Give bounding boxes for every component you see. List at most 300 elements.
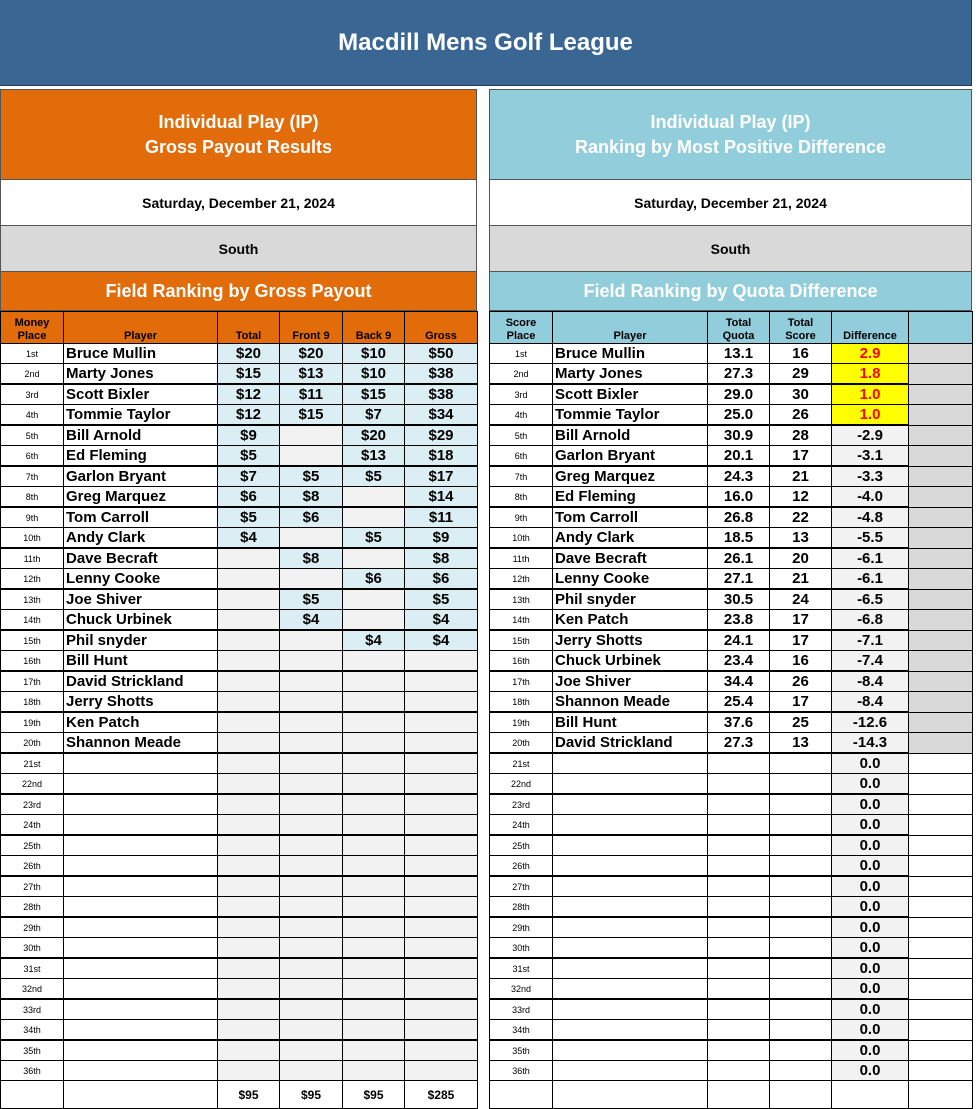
totals-blank-cell	[553, 1081, 708, 1109]
total-quota-cell	[708, 753, 770, 774]
total-quota-cell: 26.1	[708, 548, 770, 569]
total-quota-cell	[708, 794, 770, 815]
front9-payout-cell	[280, 1061, 343, 1081]
total-payout-cell	[218, 835, 280, 856]
total-payout-cell: $5	[218, 446, 280, 467]
table-row	[490, 917, 973, 938]
total-score-cell	[770, 999, 832, 1020]
total-payout-cell	[218, 733, 280, 754]
difference-cell: -6.1	[832, 548, 909, 569]
player-name-cell	[64, 1040, 218, 1061]
gross-payout-cell	[405, 1020, 478, 1041]
table-row	[490, 548, 973, 569]
gross-payout-cell	[405, 835, 478, 856]
difference-cell: 0.0	[832, 917, 909, 938]
totals-row	[1, 1081, 478, 1109]
blank-cell	[909, 876, 973, 897]
gross-heading-line2: Gross Payout Results	[144, 136, 333, 157]
back9-payout-cell: $10	[343, 364, 405, 385]
difference-cell: 0.0	[832, 835, 909, 856]
player-name-cell: Bruce Mullin	[64, 344, 218, 364]
player-name-cell: Dave Becraft	[553, 548, 708, 569]
gross-payout-cell: $38	[405, 364, 478, 385]
gross-header: Gross	[405, 312, 478, 344]
difference-cell: 0.0	[832, 1061, 909, 1081]
back9-payout-cell	[343, 999, 405, 1020]
total-payout-cell	[218, 630, 280, 651]
player-name-cell	[553, 753, 708, 774]
total-score-cell: 29	[770, 364, 832, 385]
player-name-cell: Greg Marquez	[553, 466, 708, 487]
money-place-cell: 33rd	[1, 999, 64, 1020]
table-row	[1, 446, 478, 467]
front9-payout-cell: $15	[280, 405, 343, 426]
total-payout-cell	[218, 671, 280, 692]
score-place-cell: 34th	[490, 1020, 553, 1041]
score-place-cell: 1st	[490, 344, 553, 364]
front9-payout-cell	[280, 958, 343, 979]
table-row	[490, 876, 973, 897]
score-place-cell: 10th	[490, 528, 553, 549]
back9-payout-cell	[343, 958, 405, 979]
total-score-cell	[770, 753, 832, 774]
difference-cell: 0.0	[832, 774, 909, 795]
money-place-cell: 24th	[1, 815, 64, 836]
table-row	[1, 384, 478, 405]
back9-payout-cell: $6	[343, 569, 405, 590]
score-place-cell: 27th	[490, 876, 553, 897]
total-score-cell: 17	[770, 692, 832, 713]
total-payout-cell: $12	[218, 384, 280, 405]
player-header: Player	[64, 312, 218, 344]
blank-cell	[909, 938, 973, 959]
total-quota-cell: 30.9	[708, 425, 770, 446]
money-place-header-line1: Money	[14, 317, 50, 329]
score-place-cell: 21st	[490, 753, 553, 774]
blank-cell	[909, 712, 973, 733]
back9-header: Back 9	[343, 312, 405, 344]
total-score-cell: 30	[770, 384, 832, 405]
table-row	[490, 589, 973, 610]
gross-payout-cell	[405, 671, 478, 692]
totals-total-cell: $95	[218, 1081, 280, 1109]
blank-cell	[909, 364, 973, 385]
player-name-cell: Chuck Urbinek	[553, 651, 708, 672]
player-name-cell: Shannon Meade	[64, 733, 218, 754]
blank-cell	[909, 384, 973, 405]
total-score-header-line2: Score	[785, 330, 816, 342]
total-score-cell	[770, 835, 832, 856]
back9-payout-cell	[343, 1061, 405, 1081]
total-score-cell: 28	[770, 425, 832, 446]
back9-payout-cell	[343, 671, 405, 692]
front9-payout-cell	[280, 979, 343, 1000]
front9-payout-cell	[280, 897, 343, 918]
totals-blank-cell	[708, 1081, 770, 1109]
table-row	[1, 712, 478, 733]
total-payout-cell: $15	[218, 364, 280, 385]
total-quota-cell	[708, 815, 770, 836]
player-header: Player	[553, 312, 708, 344]
total-payout-cell	[218, 917, 280, 938]
table-row	[490, 835, 973, 856]
total-payout-cell: $7	[218, 466, 280, 487]
blank-cell	[909, 917, 973, 938]
total-payout-cell	[218, 897, 280, 918]
blank-cell	[909, 528, 973, 549]
player-name-cell	[553, 1061, 708, 1081]
money-place-header-line2: Place	[17, 330, 47, 342]
table-row	[490, 692, 973, 713]
table-row	[1, 1040, 478, 1061]
table-row	[490, 897, 973, 918]
gross-date: Saturday, December 21, 2024	[0, 180, 477, 226]
gross-region: South	[0, 226, 477, 272]
total-quota-cell	[708, 1040, 770, 1061]
blank-cell	[909, 794, 973, 815]
player-name-cell: Marty Jones	[64, 364, 218, 385]
total-quota-cell	[708, 999, 770, 1020]
table-row	[1, 794, 478, 815]
total-quota-cell	[708, 876, 770, 897]
blank-cell	[909, 897, 973, 918]
blank-cell	[909, 446, 973, 467]
blank-cell	[909, 979, 973, 1000]
player-name-cell	[553, 794, 708, 815]
table-row	[1, 1061, 478, 1081]
money-place-cell: 5th	[1, 425, 64, 446]
table-row	[1, 958, 478, 979]
back9-payout-cell	[343, 548, 405, 569]
quota-heading-line1: Individual Play (IP)	[650, 111, 811, 132]
gross-payout-cell: $34	[405, 405, 478, 426]
total-quota-cell	[708, 774, 770, 795]
total-payout-cell: $6	[218, 487, 280, 508]
player-name-cell: Bill Hunt	[64, 651, 218, 672]
player-name-cell: Shannon Meade	[553, 692, 708, 713]
back9-payout-cell	[343, 753, 405, 774]
score-place-header-line1: Score	[505, 317, 537, 329]
total-score-cell	[770, 958, 832, 979]
table-row	[1, 507, 478, 528]
gross-payout-cell: $38	[405, 384, 478, 405]
score-place-header	[490, 312, 553, 344]
difference-cell: 0.0	[832, 938, 909, 959]
score-place-cell: 19th	[490, 712, 553, 733]
total-quota-cell: 27.3	[708, 733, 770, 754]
front9-payout-cell: $4	[280, 610, 343, 631]
table-row	[1, 733, 478, 754]
gross-payout-cell	[405, 917, 478, 938]
player-name-cell	[64, 1061, 218, 1081]
back9-payout-cell: $5	[343, 466, 405, 487]
total-score-cell	[770, 917, 832, 938]
money-place-cell: 6th	[1, 446, 64, 467]
money-place-cell: 27th	[1, 876, 64, 897]
player-name-cell: Bill Arnold	[553, 425, 708, 446]
score-place-cell: 11th	[490, 548, 553, 569]
blank-cell	[909, 651, 973, 672]
gross-payout-cell	[405, 712, 478, 733]
blank-cell	[909, 671, 973, 692]
total-payout-cell	[218, 753, 280, 774]
front9-payout-cell	[280, 753, 343, 774]
back9-payout-cell: $7	[343, 405, 405, 426]
gross-ranking-title: Field Ranking by Gross Payout	[0, 272, 477, 311]
table-row	[1, 344, 478, 364]
score-place-cell: 9th	[490, 507, 553, 528]
score-place-cell: 5th	[490, 425, 553, 446]
table-row	[490, 856, 973, 877]
total-score-cell	[770, 815, 832, 836]
front9-payout-cell: $6	[280, 507, 343, 528]
total-payout-cell: $4	[218, 528, 280, 549]
total-payout-cell	[218, 856, 280, 877]
front9-payout-cell	[280, 794, 343, 815]
gross-payout-cell: $9	[405, 528, 478, 549]
total-quota-cell: 23.8	[708, 610, 770, 631]
front9-payout-cell: $11	[280, 384, 343, 405]
player-name-cell	[64, 917, 218, 938]
difference-cell: 0.0	[832, 1020, 909, 1041]
quota-heading-line2: Ranking by Most Positive Difference	[574, 136, 887, 157]
blank-header	[909, 312, 973, 344]
money-place-cell: 4th	[1, 405, 64, 426]
gross-heading-line1: Individual Play (IP)	[158, 111, 319, 132]
player-name-cell: David Strickland	[64, 671, 218, 692]
blank-cell	[909, 856, 973, 877]
score-place-cell: 28th	[490, 897, 553, 918]
table-row	[1, 979, 478, 1000]
total-score-cell: 13	[770, 733, 832, 754]
back9-payout-cell	[343, 1020, 405, 1041]
player-name-cell	[64, 999, 218, 1020]
player-name-cell	[553, 999, 708, 1020]
table-row	[1, 671, 478, 692]
blank-cell	[909, 610, 973, 631]
back9-payout-cell: $5	[343, 528, 405, 549]
total-score-cell	[770, 794, 832, 815]
table-row	[1, 425, 478, 446]
back9-payout-cell	[343, 815, 405, 836]
gross-payout-cell: $29	[405, 425, 478, 446]
table-row	[490, 979, 973, 1000]
table-row	[1, 856, 478, 877]
back9-payout-cell	[343, 876, 405, 897]
front9-payout-cell	[280, 815, 343, 836]
total-score-cell: 16	[770, 651, 832, 672]
total-payout-cell	[218, 938, 280, 959]
total-payout-cell	[218, 999, 280, 1020]
table-row	[490, 466, 973, 487]
back9-payout-cell	[343, 774, 405, 795]
player-name-cell: Ed Fleming	[64, 446, 218, 467]
quota-ranking-title: Field Ranking by Quota Difference	[489, 272, 972, 311]
difference-cell: 0.0	[832, 815, 909, 836]
money-place-cell: 26th	[1, 856, 64, 877]
difference-cell: 1.8	[832, 364, 909, 385]
difference-cell: -14.3	[832, 733, 909, 754]
back9-payout-cell: $13	[343, 446, 405, 467]
totals-back9-cell: $95	[343, 1081, 405, 1109]
money-place-cell: 8th	[1, 487, 64, 508]
difference-cell: 0.0	[832, 979, 909, 1000]
score-place-cell: 13th	[490, 589, 553, 610]
blank-cell	[909, 630, 973, 651]
score-place-cell: 31st	[490, 958, 553, 979]
player-name-cell	[553, 815, 708, 836]
total-payout-cell	[218, 1061, 280, 1081]
total-quota-cell: 37.6	[708, 712, 770, 733]
player-name-cell	[553, 856, 708, 877]
total-score-cell: 13	[770, 528, 832, 549]
gross-payout-cell	[405, 897, 478, 918]
table-row	[1, 753, 478, 774]
player-name-cell: Marty Jones	[553, 364, 708, 385]
gross-payout-cell	[405, 1061, 478, 1081]
back9-payout-cell	[343, 610, 405, 631]
player-name-cell: Bruce Mullin	[553, 344, 708, 364]
total-score-cell	[770, 897, 832, 918]
total-payout-cell	[218, 815, 280, 836]
total-header: Total	[218, 312, 280, 344]
table-row	[490, 794, 973, 815]
back9-payout-cell	[343, 979, 405, 1000]
back9-payout-cell	[343, 733, 405, 754]
difference-cell: 0.0	[832, 753, 909, 774]
front9-payout-cell: $5	[280, 466, 343, 487]
gross-payout-cell: $6	[405, 569, 478, 590]
total-payout-cell	[218, 651, 280, 672]
difference-cell: 2.9	[832, 344, 909, 364]
score-place-cell: 6th	[490, 446, 553, 467]
difference-cell: -6.8	[832, 610, 909, 631]
total-score-cell: 20	[770, 548, 832, 569]
front9-payout-cell: $20	[280, 344, 343, 364]
back9-payout-cell	[343, 897, 405, 918]
player-name-cell	[64, 794, 218, 815]
player-name-cell: Bill Hunt	[553, 712, 708, 733]
totals-blank-cell	[770, 1081, 832, 1109]
money-place-cell: 1st	[1, 344, 64, 364]
total-quota-cell: 16.0	[708, 487, 770, 508]
difference-cell: -12.6	[832, 712, 909, 733]
front9-payout-cell	[280, 774, 343, 795]
gross-payout-cell: $17	[405, 466, 478, 487]
blank-cell	[909, 344, 973, 364]
table-row	[1, 487, 478, 508]
totals-blank-cell	[1, 1081, 64, 1109]
table-row	[490, 938, 973, 959]
money-place-cell: 14th	[1, 610, 64, 631]
difference-cell: -6.1	[832, 569, 909, 590]
total-payout-cell: $20	[218, 344, 280, 364]
table-row	[490, 671, 973, 692]
blank-cell	[909, 753, 973, 774]
money-place-cell: 19th	[1, 712, 64, 733]
total-score-cell: 17	[770, 610, 832, 631]
gross-payout-cell	[405, 958, 478, 979]
total-payout-cell	[218, 589, 280, 610]
player-name-cell	[553, 938, 708, 959]
total-score-cell: 26	[770, 405, 832, 426]
money-place-cell: 35th	[1, 1040, 64, 1061]
blank-cell	[909, 466, 973, 487]
total-quota-cell: 26.8	[708, 507, 770, 528]
front9-payout-cell	[280, 528, 343, 549]
back9-payout-cell	[343, 938, 405, 959]
player-name-cell	[64, 938, 218, 959]
table-row	[490, 569, 973, 590]
player-name-cell	[64, 835, 218, 856]
total-quota-cell	[708, 1020, 770, 1041]
table-row	[490, 446, 973, 467]
player-name-cell: Garlon Bryant	[553, 446, 708, 467]
blank-cell	[909, 999, 973, 1020]
total-payout-cell	[218, 548, 280, 569]
player-name-cell	[553, 979, 708, 1000]
player-name-cell	[553, 876, 708, 897]
back9-payout-cell: $15	[343, 384, 405, 405]
total-payout-cell	[218, 712, 280, 733]
totals-gross-cell: $285	[405, 1081, 478, 1109]
difference-cell: -8.4	[832, 671, 909, 692]
total-quota-cell: 24.3	[708, 466, 770, 487]
gross-payout-table	[0, 311, 478, 1109]
gross-payout-cell: $14	[405, 487, 478, 508]
totals-row	[490, 1081, 973, 1109]
front9-payout-cell	[280, 733, 343, 754]
table-row	[1, 835, 478, 856]
score-place-cell: 4th	[490, 405, 553, 426]
blank-cell	[909, 733, 973, 754]
player-name-cell	[64, 856, 218, 877]
blank-cell	[909, 507, 973, 528]
total-payout-cell	[218, 958, 280, 979]
blank-cell	[909, 425, 973, 446]
back9-payout-cell	[343, 507, 405, 528]
table-row	[490, 774, 973, 795]
front9-payout-cell	[280, 651, 343, 672]
front9-header: Front 9	[280, 312, 343, 344]
money-place-cell: 2nd	[1, 364, 64, 385]
blank-cell	[909, 1020, 973, 1041]
blank-cell	[909, 692, 973, 713]
back9-payout-cell	[343, 1040, 405, 1061]
total-quota-cell	[708, 917, 770, 938]
table-row	[1, 589, 478, 610]
back9-payout-cell	[343, 589, 405, 610]
difference-cell: -3.3	[832, 466, 909, 487]
back9-payout-cell	[343, 856, 405, 877]
total-score-cell: 22	[770, 507, 832, 528]
back9-payout-cell	[343, 794, 405, 815]
total-score-cell: 21	[770, 466, 832, 487]
front9-payout-cell	[280, 712, 343, 733]
score-place-cell: 12th	[490, 569, 553, 590]
quota-header-row	[490, 312, 973, 344]
difference-cell: -6.5	[832, 589, 909, 610]
total-quota-header-line1: Total	[725, 317, 752, 329]
total-quota-cell	[708, 958, 770, 979]
player-name-cell: Scott Bixler	[64, 384, 218, 405]
score-place-cell: 15th	[490, 630, 553, 651]
player-name-cell	[64, 876, 218, 897]
player-name-cell: Bill Arnold	[64, 425, 218, 446]
table-row	[490, 487, 973, 508]
back9-payout-cell	[343, 692, 405, 713]
score-place-cell: 14th	[490, 610, 553, 631]
